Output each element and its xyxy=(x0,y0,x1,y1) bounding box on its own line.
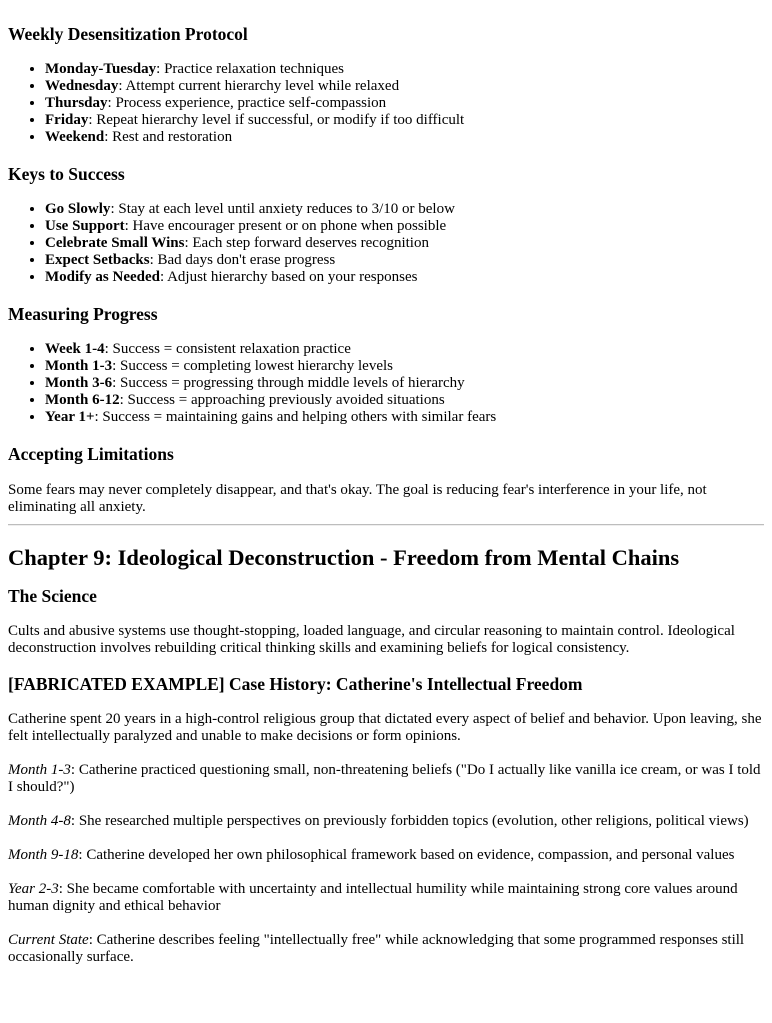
case-entry: Month 9-18: Catherine developed her own philosophical framework based on evidence, compassion, and personal values xyxy=(8,847,735,863)
list-item: • Week 1-4: Success = consistent relaxation practice xyxy=(45,341,764,358)
case-entry: Current State: Catherine describes feeling "intellectually free" while acknowledging that some programmed responses still occasionally surface. xyxy=(8,932,745,965)
science-heading: The Science xyxy=(8,586,97,606)
limitations-heading: Accepting Limitations xyxy=(8,444,174,464)
list-item: • Celebrate Small Wins: Each step forward deserves recognition xyxy=(45,235,764,252)
list-item: • Thursday: Process experience, practice self-compassion xyxy=(45,95,764,112)
list-item: • Friday: Repeat hierarchy level if successful, or modify if too difficult xyxy=(45,112,764,129)
chapter-title: Chapter 9: Ideological Deconstruction - Freedom from Mental Chains xyxy=(8,545,680,570)
list-item: • Weekend: Rest and restoration xyxy=(45,129,764,146)
case-entry: Month 1-3: Catherine practiced questioning small, non-threatening beliefs ("Do I actually like vanilla ice cream, or was I told I should?") xyxy=(8,762,761,795)
case-entry: Year 2-3: She became comfortable with uncertainty and intellectual humility while maintaining strong core values around human dignity and ethical behavior xyxy=(8,881,738,914)
list-item: • Use Support: Have encourager present or on phone when possible xyxy=(45,218,764,235)
list-item: • Month 6-12: Success = approaching previously avoided situations xyxy=(45,392,764,409)
section-divider xyxy=(8,524,764,526)
list-item: • Monday-Tuesday: Practice relaxation techniques xyxy=(45,61,764,78)
keys-heading: Keys to Success xyxy=(8,164,125,184)
list-item: • Expect Setbacks: Bad days don't erase progress xyxy=(45,252,764,269)
keys-list xyxy=(8,201,764,286)
case-history-heading: [FABRICATED EXAMPLE] Case History: Catherine's Intellectual Freedom xyxy=(8,674,583,694)
list-item: • Month 1-3: Success = completing lowest hierarchy levels xyxy=(45,358,764,375)
case-intro-paragraph: Catherine spent 20 years in a high-control religious group that dictated every aspect of belief and behavior. Upon leaving, she felt intellectually paralyzed and unable to make decisions or form opinions. xyxy=(8,711,762,744)
list-item: • Month 3-6: Success = progressing through middle levels of hierarchy xyxy=(45,375,764,392)
progress-heading: Measuring Progress xyxy=(8,304,158,324)
weekly-protocol-list xyxy=(8,61,764,146)
case-entry: Month 4-8: She researched multiple perspectives on previously forbidden topics (evolution, other religions, political views) xyxy=(8,813,749,829)
science-paragraph: Cults and abusive systems use thought-stopping, loaded language, and circular reasoning to maintain control. Ideological deconstruction involves rebuilding critical thinking skills and examining beliefs for logical consistency. xyxy=(8,623,735,656)
list-item: • Modify as Needed: Adjust hierarchy based on your responses xyxy=(45,269,764,286)
document-page xyxy=(0,24,772,966)
progress-list xyxy=(8,341,764,426)
list-item: • Wednesday: Attempt current hierarchy level while relaxed xyxy=(45,78,764,95)
list-item: • Year 1+: Success = maintaining gains and helping others with similar fears xyxy=(45,409,764,426)
weekly-protocol-heading: Weekly Desensitization Protocol xyxy=(8,24,248,44)
limitations-paragraph: Some fears may never completely disappear, and that's okay. The goal is reducing fear's interference in your life, not eliminating all anxiety. xyxy=(8,482,707,515)
list-item: • Go Slowly: Stay at each level until anxiety reduces to 3/10 or below xyxy=(45,201,764,218)
